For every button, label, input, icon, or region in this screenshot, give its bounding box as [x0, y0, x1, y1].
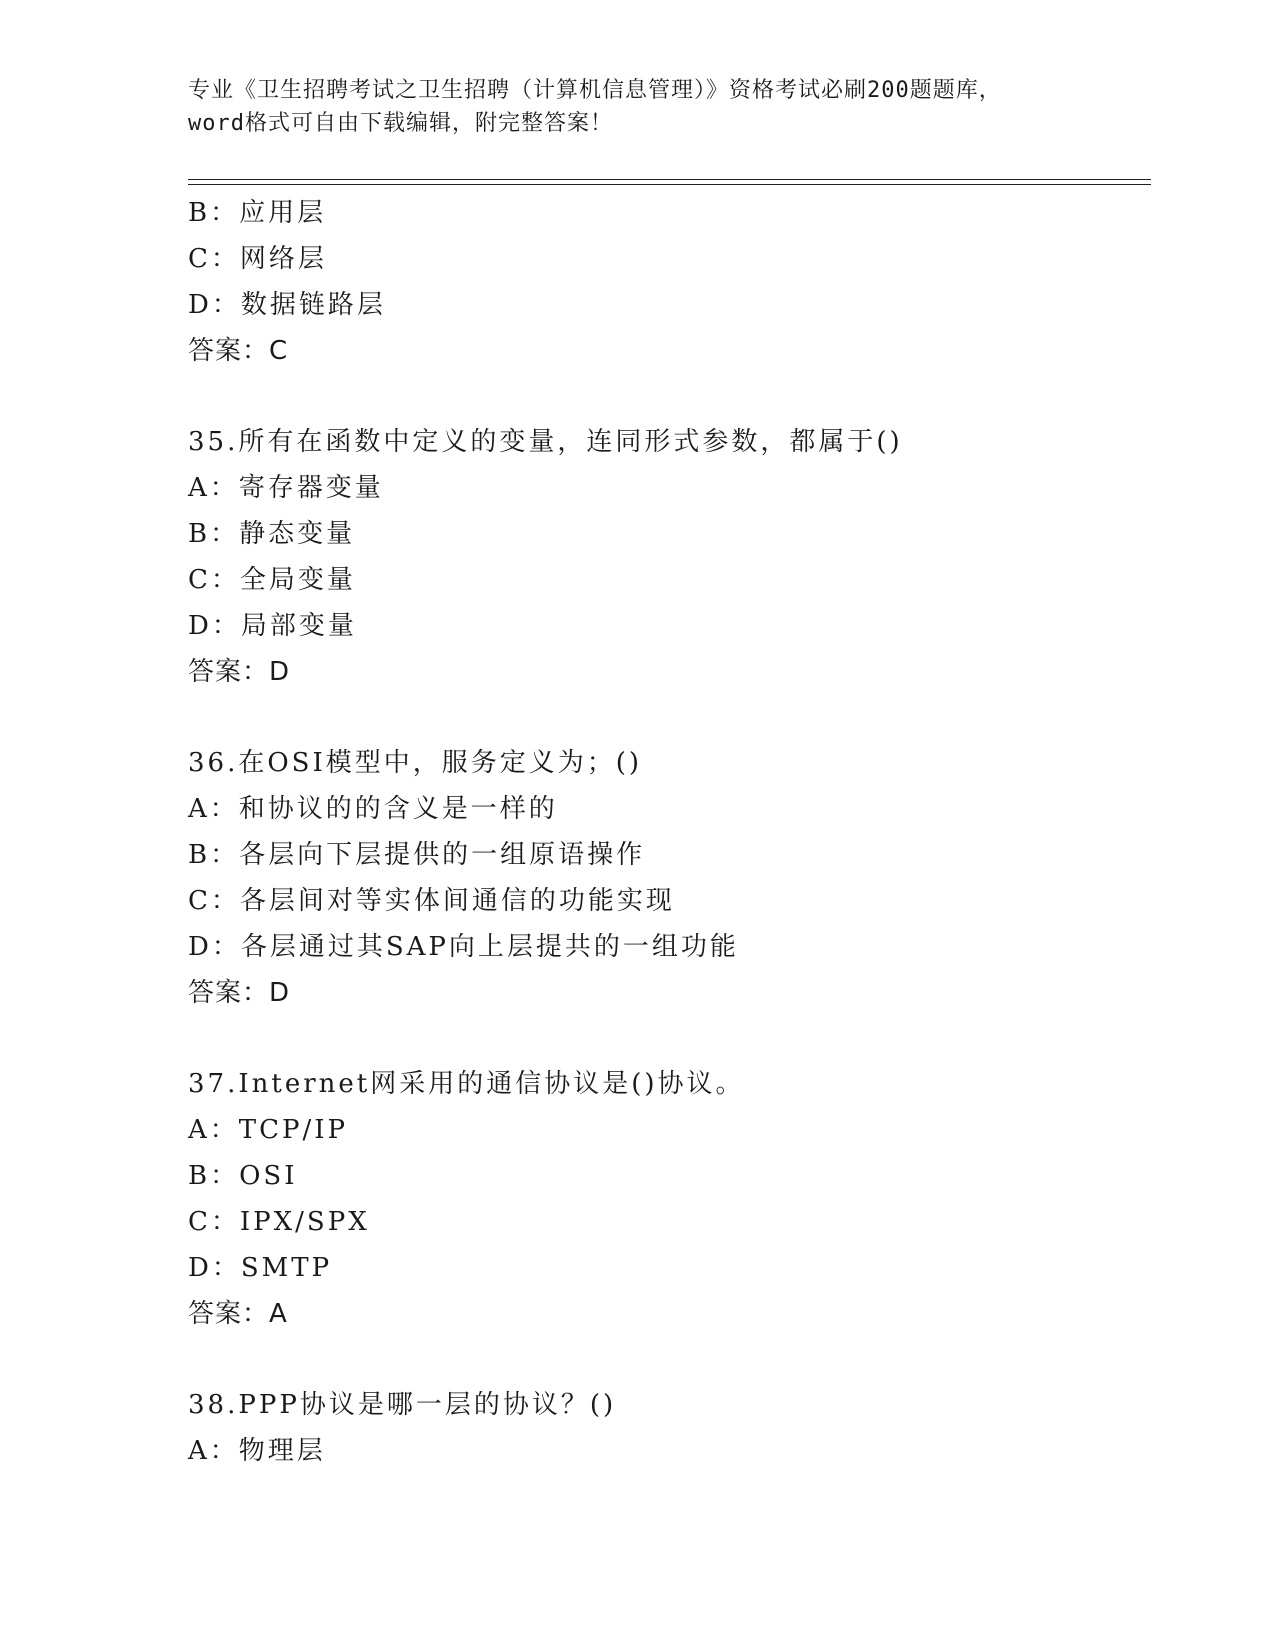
question-text: 37.Internet网采用的通信协议是()协议。 — [188, 1069, 745, 1099]
option-c: C：网络层 — [188, 244, 327, 274]
option-d: D：各层通过其SAP向上层提共的一组功能 — [188, 932, 739, 962]
document-header — [188, 74, 1088, 140]
question-block — [188, 419, 1148, 695]
option-c: C：IPX/SPX — [188, 1207, 370, 1237]
option-d: D：数据链路层 — [188, 290, 386, 320]
question-block — [188, 1382, 1148, 1474]
option-a: A：寄存器变量 — [188, 473, 384, 503]
option-a: A：物理层 — [188, 1436, 326, 1466]
question-block — [188, 740, 1148, 1016]
spacer — [188, 1337, 1148, 1382]
header-line-1: 专业《卫生招聘考试之卫生招聘（计算机信息管理）》资格考试必刷200题题库， — [188, 78, 1002, 103]
answer-line: 答案：A — [188, 1299, 288, 1329]
option-c: C：全局变量 — [188, 565, 356, 595]
spacer — [188, 695, 1148, 740]
question-block — [188, 190, 1148, 374]
answer-line: 答案：C — [188, 336, 289, 366]
option-b: B：OSI — [188, 1161, 298, 1191]
option-c: C：各层间对等实体间通信的功能实现 — [188, 886, 675, 916]
answer-line: 答案：D — [188, 978, 291, 1008]
option-d: D：局部变量 — [188, 611, 357, 641]
question-text: 36.在OSI模型中，服务定义为；() — [188, 748, 643, 778]
spacer — [188, 1016, 1148, 1061]
option-a: A：TCP/IP — [188, 1115, 349, 1145]
option-b: B：应用层 — [188, 198, 327, 228]
spacer — [188, 374, 1148, 419]
answer-line: 答案：D — [188, 657, 291, 687]
question-text: 38.PPP协议是哪一层的协议？() — [188, 1390, 617, 1420]
option-d: D：SMTP — [188, 1253, 333, 1283]
question-list — [188, 190, 1148, 1474]
header-divider-bottom — [188, 184, 1151, 185]
question-text: 35.所有在函数中定义的变量，连同形式参数，都属于() — [188, 427, 903, 457]
option-a: A：和协议的的含义是一样的 — [188, 794, 558, 824]
option-b: B：静态变量 — [188, 519, 356, 549]
header-line-2: word格式可自由下载编辑，附完整答案！ — [188, 111, 613, 136]
question-block — [188, 1061, 1148, 1337]
header-divider-top — [188, 179, 1151, 180]
option-b: B：各层向下层提供的一组原语操作 — [188, 840, 646, 870]
